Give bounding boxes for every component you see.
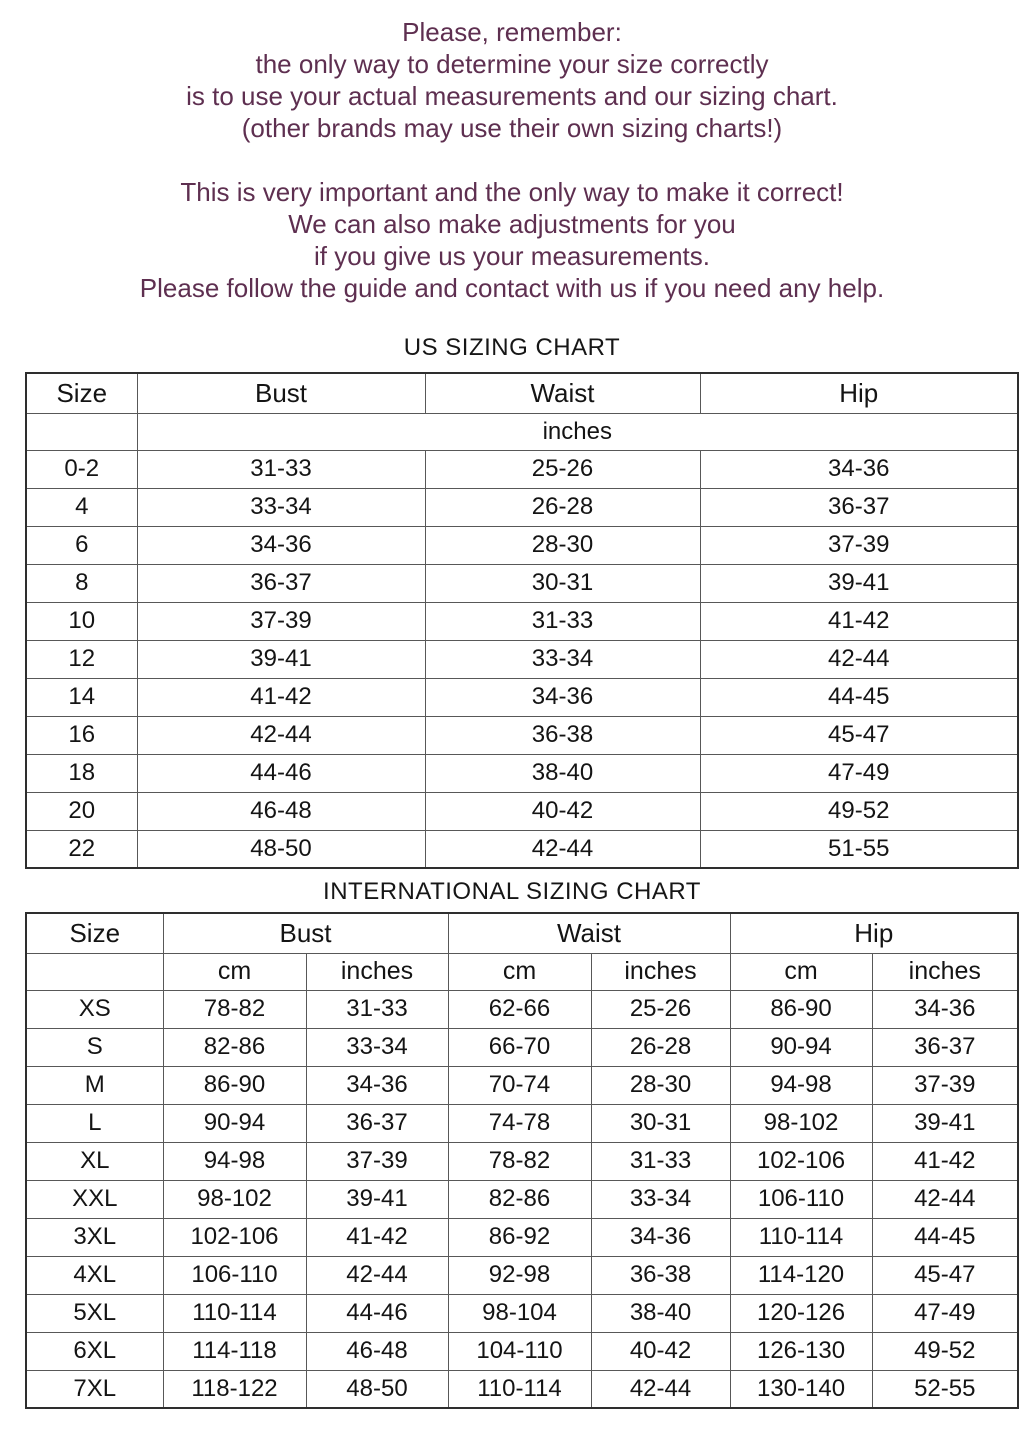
- unit-label-waist-cm: cm: [448, 953, 591, 990]
- cell-bust: 46-48: [137, 792, 425, 830]
- cell-size: XL: [26, 1142, 163, 1180]
- cell-waist: 42-44: [425, 830, 700, 868]
- unit-label-bust-cm: cm: [163, 953, 306, 990]
- table-row: [26, 1218, 1018, 1256]
- cell-size: L: [26, 1104, 163, 1142]
- table-row: [26, 990, 1018, 1028]
- cell-waist: 30-31: [425, 564, 700, 602]
- table-row: [26, 450, 1018, 488]
- table-row: [26, 716, 1018, 754]
- cell-waist-in: 38-40: [591, 1294, 730, 1332]
- cell-bust: 31-33: [137, 450, 425, 488]
- intl-unit-row: [26, 953, 1018, 990]
- cell-size: 3XL: [26, 1218, 163, 1256]
- cell-size: 12: [26, 640, 137, 678]
- cell-waist-cm: 70-74: [448, 1066, 591, 1104]
- table-row: [26, 792, 1018, 830]
- intl-table-body: [26, 990, 1018, 1408]
- intro-line: if you give us your measurements.: [314, 241, 710, 271]
- cell-waist-cm: 66-70: [448, 1028, 591, 1066]
- cell-waist: 33-34: [425, 640, 700, 678]
- cell-bust: 37-39: [137, 602, 425, 640]
- cell-hip-in: 42-44: [872, 1180, 1018, 1218]
- unit-label: inches: [137, 413, 1018, 450]
- cell-hip: 41-42: [700, 602, 1018, 640]
- cell-hip: 51-55: [700, 830, 1018, 868]
- column-header-hip: Hip: [700, 373, 1018, 413]
- cell-waist-cm: 86-92: [448, 1218, 591, 1256]
- intro-line: the only way to determine your size correctly: [255, 49, 769, 79]
- table-row: [26, 564, 1018, 602]
- intro-line: Please, remember:: [402, 17, 622, 47]
- cell-bust-cm: 110-114: [163, 1294, 306, 1332]
- table-row: [26, 1104, 1018, 1142]
- cell-bust-cm: 118-122: [163, 1370, 306, 1408]
- cell-bust: 44-46: [137, 754, 425, 792]
- column-header-bust: Bust: [137, 373, 425, 413]
- cell-waist-cm: 110-114: [448, 1370, 591, 1408]
- table-row: [26, 1256, 1018, 1294]
- intro-line: (other brands may use their own sizing charts!): [241, 113, 783, 143]
- unit-label-hip-in: inches: [872, 953, 1018, 990]
- cell-waist-in: 42-44: [591, 1370, 730, 1408]
- us-chart-title: US SIZING CHART: [403, 334, 621, 361]
- cell-hip-cm: 98-102: [730, 1104, 872, 1142]
- table-row: [26, 1028, 1018, 1066]
- us-unit-row: [26, 413, 1018, 450]
- cell-size: 18: [26, 754, 137, 792]
- intl-sizing-table: [25, 912, 1019, 1409]
- table-row: [26, 830, 1018, 868]
- cell-hip-cm: 114-120: [730, 1256, 872, 1294]
- cell-bust: 39-41: [137, 640, 425, 678]
- cell-bust-cm: 94-98: [163, 1142, 306, 1180]
- cell-waist-in: 33-34: [591, 1180, 730, 1218]
- cell-size: XXL: [26, 1180, 163, 1218]
- cell-hip-in: 41-42: [872, 1142, 1018, 1180]
- cell-bust-cm: 114-118: [163, 1332, 306, 1370]
- cell-hip: 45-47: [700, 716, 1018, 754]
- cell-size: 6XL: [26, 1332, 163, 1370]
- cell-bust: 36-37: [137, 564, 425, 602]
- cell-size: 10: [26, 602, 137, 640]
- cell-waist: 28-30: [425, 526, 700, 564]
- table-row: [26, 526, 1018, 564]
- column-header-bust: Bust: [163, 913, 448, 953]
- table-row: [26, 1294, 1018, 1332]
- table-row: [26, 1180, 1018, 1218]
- us-header-row: [26, 373, 1018, 413]
- cell-waist-cm: 92-98: [448, 1256, 591, 1294]
- cell-size: XS: [26, 990, 163, 1028]
- cell-hip: 47-49: [700, 754, 1018, 792]
- cell-waist: 31-33: [425, 602, 700, 640]
- intro-line: Please follow the guide and contact with us if you need any help.: [139, 273, 885, 303]
- cell-bust: 41-42: [137, 678, 425, 716]
- cell-waist-cm: 74-78: [448, 1104, 591, 1142]
- cell-bust-cm: 78-82: [163, 990, 306, 1028]
- cell-bust-cm: 90-94: [163, 1104, 306, 1142]
- us-sizing-table: [25, 372, 1019, 869]
- cell-bust-in: 39-41: [306, 1180, 448, 1218]
- cell-size: M: [26, 1066, 163, 1104]
- cell-bust-in: 44-46: [306, 1294, 448, 1332]
- cell-size: 0-2: [26, 450, 137, 488]
- cell-hip-cm: 110-114: [730, 1218, 872, 1256]
- unit-label-bust-in: inches: [306, 953, 448, 990]
- table-row: [26, 488, 1018, 526]
- cell-bust: 48-50: [137, 830, 425, 868]
- cell-bust-in: 37-39: [306, 1142, 448, 1180]
- table-row: [26, 678, 1018, 716]
- table-row: [26, 1142, 1018, 1180]
- cell-hip-in: 36-37: [872, 1028, 1018, 1066]
- cell-hip: 44-45: [700, 678, 1018, 716]
- column-header-size: Size: [26, 913, 163, 953]
- cell-hip-in: 39-41: [872, 1104, 1018, 1142]
- cell-waist: 36-38: [425, 716, 700, 754]
- cell-bust-cm: 86-90: [163, 1066, 306, 1104]
- cell-hip: 42-44: [700, 640, 1018, 678]
- intl-chart-title: INTERNATIONAL SIZING CHART: [323, 878, 701, 905]
- unit-label-hip-cm: cm: [730, 953, 872, 990]
- cell-size: 5XL: [26, 1294, 163, 1332]
- cell-empty: [26, 413, 137, 450]
- cell-hip-cm: 90-94: [730, 1028, 872, 1066]
- intl-table-head: [26, 913, 1018, 990]
- cell-hip: 49-52: [700, 792, 1018, 830]
- cell-size: 14: [26, 678, 137, 716]
- intro-line: We can also make adjustments for you: [288, 209, 736, 239]
- cell-waist-in: 31-33: [591, 1142, 730, 1180]
- cell-hip-in: 37-39: [872, 1066, 1018, 1104]
- cell-waist-in: 30-31: [591, 1104, 730, 1142]
- table-row: [26, 1332, 1018, 1370]
- cell-hip-cm: 102-106: [730, 1142, 872, 1180]
- cell-bust-in: 34-36: [306, 1066, 448, 1104]
- cell-bust-cm: 106-110: [163, 1256, 306, 1294]
- unit-label-waist-in: inches: [591, 953, 730, 990]
- cell-hip-in: 44-45: [872, 1218, 1018, 1256]
- cell-hip: 36-37: [700, 488, 1018, 526]
- cell-size: 20: [26, 792, 137, 830]
- table-row: [26, 1370, 1018, 1408]
- cell-waist-in: 26-28: [591, 1028, 730, 1066]
- cell-bust-cm: 82-86: [163, 1028, 306, 1066]
- cell-bust-in: 42-44: [306, 1256, 448, 1294]
- cell-size: 8: [26, 564, 137, 602]
- cell-waist-in: 36-38: [591, 1256, 730, 1294]
- cell-hip-cm: 86-90: [730, 990, 872, 1028]
- column-header-waist: Waist: [448, 913, 730, 953]
- cell-hip-cm: 130-140: [730, 1370, 872, 1408]
- cell-waist: 26-28: [425, 488, 700, 526]
- us-table-body: [26, 450, 1018, 868]
- cell-bust: 42-44: [137, 716, 425, 754]
- paragraph-gap: [0, 144, 1024, 176]
- cell-bust-cm: 98-102: [163, 1180, 306, 1218]
- cell-bust: 34-36: [137, 526, 425, 564]
- cell-bust-in: 33-34: [306, 1028, 448, 1066]
- cell-waist-in: 28-30: [591, 1066, 730, 1104]
- cell-size: S: [26, 1028, 163, 1066]
- cell-hip-in: 47-49: [872, 1294, 1018, 1332]
- us-table-head: [26, 373, 1018, 450]
- cell-waist-in: 25-26: [591, 990, 730, 1028]
- cell-empty: [26, 953, 163, 990]
- cell-waist-in: 34-36: [591, 1218, 730, 1256]
- cell-waist: 40-42: [425, 792, 700, 830]
- cell-bust-cm: 102-106: [163, 1218, 306, 1256]
- cell-waist: 38-40: [425, 754, 700, 792]
- cell-size: 4: [26, 488, 137, 526]
- cell-hip-cm: 106-110: [730, 1180, 872, 1218]
- cell-size: 7XL: [26, 1370, 163, 1408]
- intro-line: This is very important and the only way to make it correct!: [180, 177, 844, 207]
- cell-size: 22: [26, 830, 137, 868]
- cell-hip-cm: 120-126: [730, 1294, 872, 1332]
- cell-size: 16: [26, 716, 137, 754]
- cell-waist-cm: 62-66: [448, 990, 591, 1028]
- cell-bust-in: 41-42: [306, 1218, 448, 1256]
- cell-hip: 39-41: [700, 564, 1018, 602]
- intro-text: [0, 0, 1024, 304]
- column-header-waist: Waist: [425, 373, 700, 413]
- cell-size: 6: [26, 526, 137, 564]
- cell-waist-cm: 104-110: [448, 1332, 591, 1370]
- cell-bust-in: 36-37: [306, 1104, 448, 1142]
- cell-hip: 34-36: [700, 450, 1018, 488]
- cell-waist-cm: 78-82: [448, 1142, 591, 1180]
- column-header-size: Size: [26, 373, 137, 413]
- cell-waist-in: 40-42: [591, 1332, 730, 1370]
- cell-hip: 37-39: [700, 526, 1018, 564]
- cell-hip-in: 49-52: [872, 1332, 1018, 1370]
- cell-bust-in: 48-50: [306, 1370, 448, 1408]
- cell-bust: 33-34: [137, 488, 425, 526]
- cell-size: 4XL: [26, 1256, 163, 1294]
- cell-hip-in: 34-36: [872, 990, 1018, 1028]
- intl-header-row: [26, 913, 1018, 953]
- table-row: [26, 754, 1018, 792]
- cell-hip-cm: 94-98: [730, 1066, 872, 1104]
- cell-waist-cm: 98-104: [448, 1294, 591, 1332]
- column-header-hip: Hip: [730, 913, 1018, 953]
- table-row: [26, 640, 1018, 678]
- cell-waist-cm: 82-86: [448, 1180, 591, 1218]
- table-row: [26, 1066, 1018, 1104]
- cell-hip-in: 45-47: [872, 1256, 1018, 1294]
- cell-bust-in: 46-48: [306, 1332, 448, 1370]
- table-row: [26, 602, 1018, 640]
- cell-waist: 25-26: [425, 450, 700, 488]
- cell-hip-cm: 126-130: [730, 1332, 872, 1370]
- cell-bust-in: 31-33: [306, 990, 448, 1028]
- intro-line: is to use your actual measurements and our sizing chart.: [186, 81, 838, 111]
- cell-hip-in: 52-55: [872, 1370, 1018, 1408]
- cell-waist: 34-36: [425, 678, 700, 716]
